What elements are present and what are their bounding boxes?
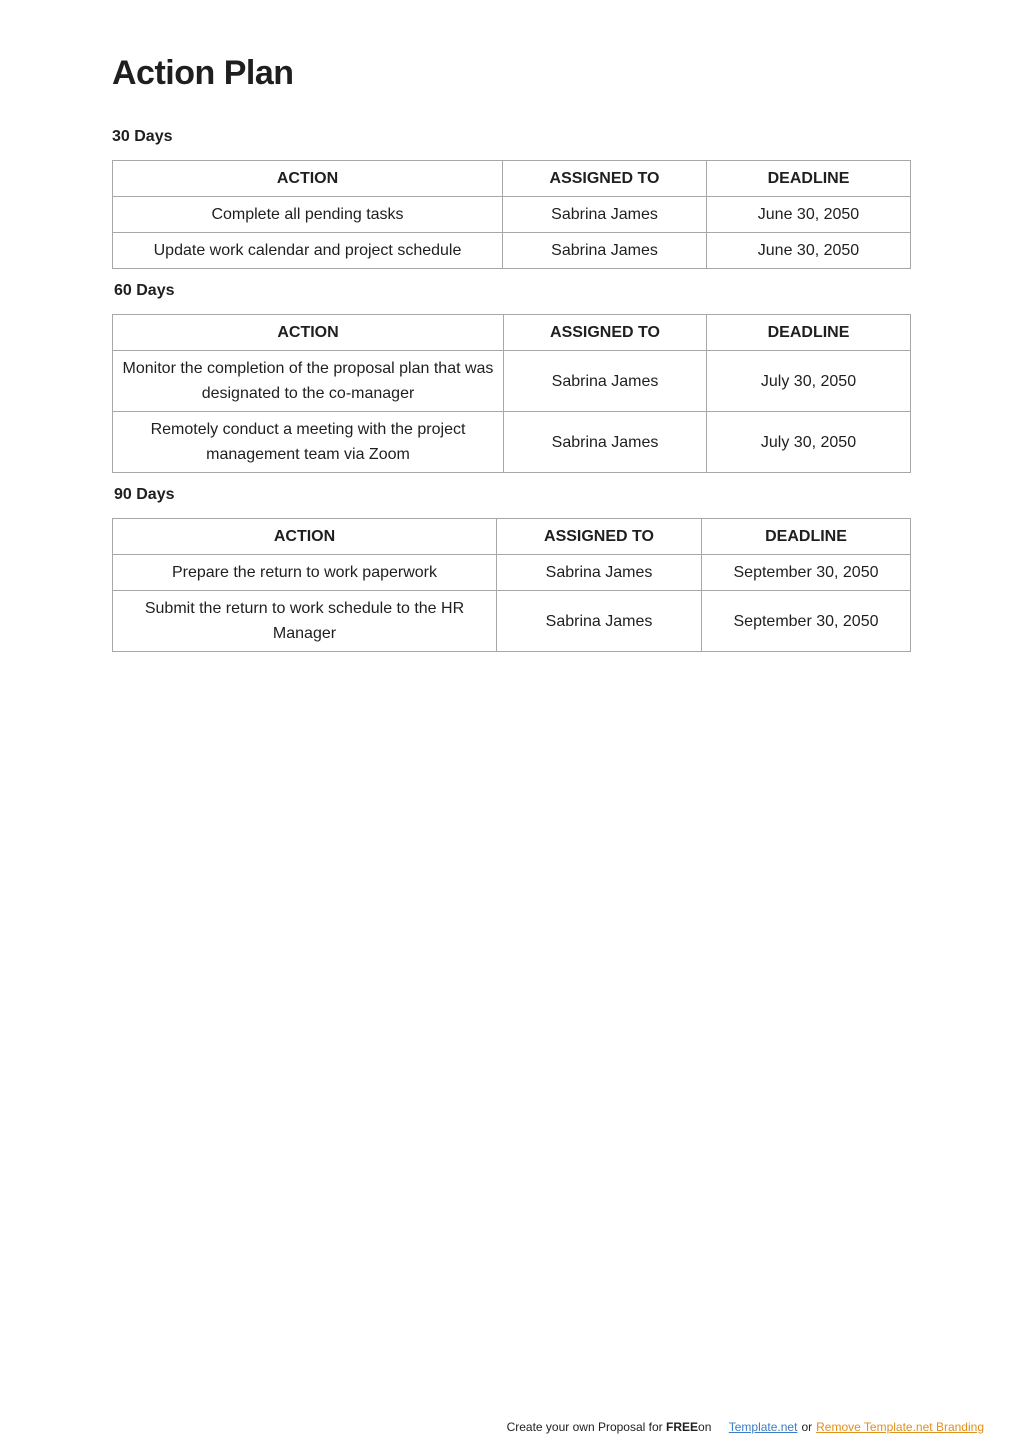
column-header-assigned-to: ASSIGNED TO [497,519,702,555]
table-header-row [113,519,911,555]
deadline-cell: July 30, 2050 [707,351,911,412]
column-header-deadline: DEADLINE [702,519,911,555]
assigned-to-cell: Sabrina James [497,555,702,591]
assigned-to-cell: Sabrina James [503,233,707,269]
action-cell: Complete all pending tasks [113,197,503,233]
action-table-90-days [112,518,911,652]
action-table-30-days [112,160,911,269]
deadline-cell: June 30, 2050 [707,197,911,233]
table-header-row [113,315,911,351]
column-header-assigned-to: ASSIGNED TO [504,315,707,351]
column-header-action: ACTION [113,161,503,197]
deadline-cell: June 30, 2050 [707,233,911,269]
table-row [113,591,911,652]
page-title: Action Plan [112,54,294,92]
table-row [113,412,911,473]
footer-prefix-text: Create your own Proposal for [506,1420,666,1434]
section-heading-30-days: 30 Days [112,128,173,145]
column-header-action: ACTION [113,519,497,555]
deadline-cell: July 30, 2050 [707,412,911,473]
section-heading-90-days: 90 Days [114,486,175,503]
action-cell: Monitor the completion of the proposal plan that was designated to the co-manager [113,351,504,412]
deadline-cell: September 30, 2050 [702,591,911,652]
column-header-deadline: DEADLINE [707,161,911,197]
table-row [113,233,911,269]
assigned-to-cell: Sabrina James [503,197,707,233]
table-row [113,555,911,591]
remove-branding-link[interactable]: Remove Template.net Branding [816,1420,984,1434]
footer-free-text: FREE [666,1420,699,1434]
table-row [113,351,911,412]
action-table-60-days [112,314,911,473]
footer-or-text: or [801,1420,813,1434]
action-cell: Update work calendar and project schedule [113,233,503,269]
column-header-deadline: DEADLINE [707,315,911,351]
assigned-to-cell: Sabrina James [497,591,702,652]
section-heading-60-days: 60 Days [114,282,175,299]
column-header-action: ACTION [113,315,504,351]
column-header-assigned-to: ASSIGNED TO [503,161,707,197]
table-row [113,197,911,233]
assigned-to-cell: Sabrina James [504,351,707,412]
template-net-link[interactable]: Template.net [728,1420,798,1434]
footer-branding [507,1420,984,1434]
table-header-row [113,161,911,197]
action-cell: Prepare the return to work paperwork [113,555,497,591]
action-cell: Submit the return to work schedule to the HR Manager [113,591,497,652]
deadline-cell: September 30, 2050 [702,555,911,591]
action-cell: Remotely conduct a meeting with the project management team via Zoom [113,412,504,473]
footer-on-text: on [698,1420,712,1434]
assigned-to-cell: Sabrina James [504,412,707,473]
